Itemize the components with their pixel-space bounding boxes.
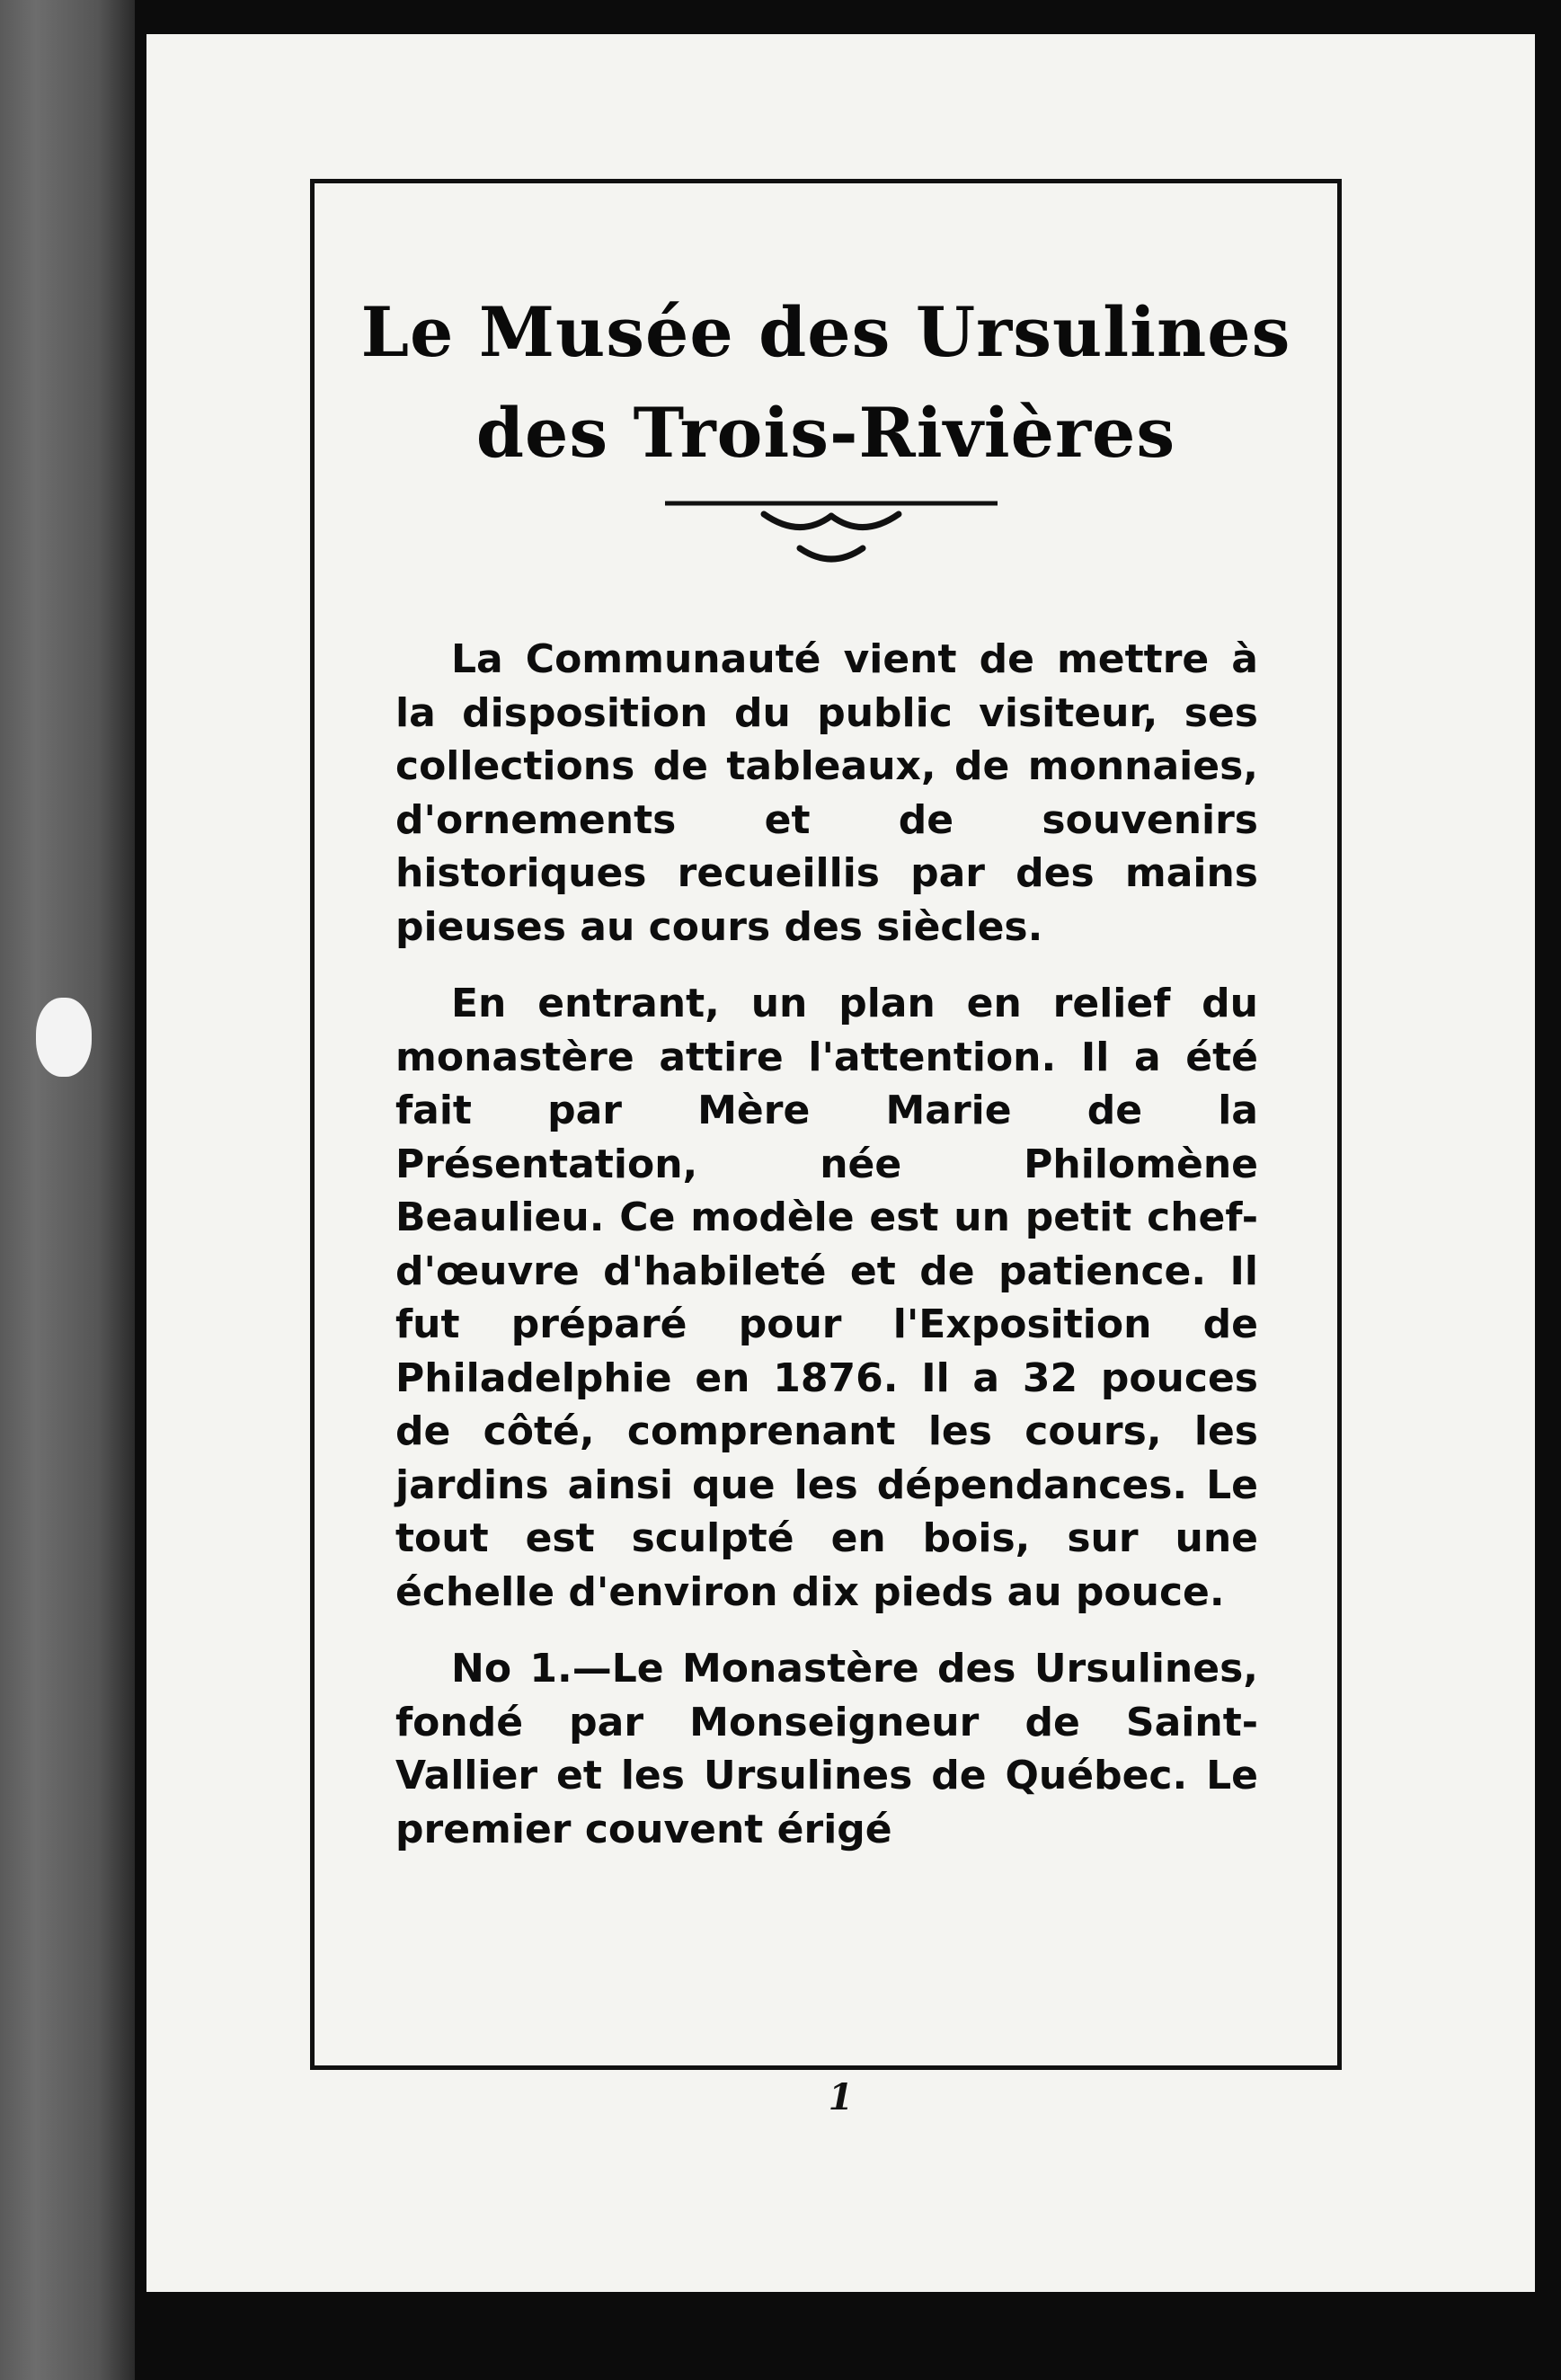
- page-number: 1: [828, 2076, 854, 2118]
- title-line-2: des Trois-Rivières: [475, 393, 1176, 473]
- ornament-divider-icon: [665, 498, 998, 570]
- page-title: [315, 282, 1337, 484]
- body-text: [395, 633, 1258, 1879]
- paragraph-3: No 1.—Le Monastère des Ursulines, fondé par Monseigneur de Saint-Vallier et les Ursulines de Québec. Le premier couvent érigé: [395, 1646, 1258, 1852]
- text-frame: [310, 179, 1342, 2070]
- paragraph-1: La Communauté vient de mettre à la disposition du public visiteur, ses collections de tableaux, de monnaies, d'ornements et de souvenirs historiques recueillis par des mains pieuses au cours des siècles.: [395, 636, 1258, 950]
- page: [146, 34, 1535, 2292]
- paper-blot: [36, 998, 92, 1077]
- title-line-1: Le Musée des Ursulines: [360, 292, 1291, 372]
- book-spine: [0, 0, 135, 2380]
- paragraph-2: En entrant, un plan en relief du monastère attire l'attention. Il a été fait par Mère Marie de la Présentation, née Philomène Beaulieu. Ce modèle est un petit chef-d'œuvre d'habileté et de patience. Il fut préparé pour l'Exposition de Philadelphie en 1876. Il a 32 pouces de côté, comprenant les cours, les jardins ainsi que les dépendances. Le tout est sculpté en bois, sur une échelle d'environ dix pieds au pouce.: [395, 981, 1258, 1615]
